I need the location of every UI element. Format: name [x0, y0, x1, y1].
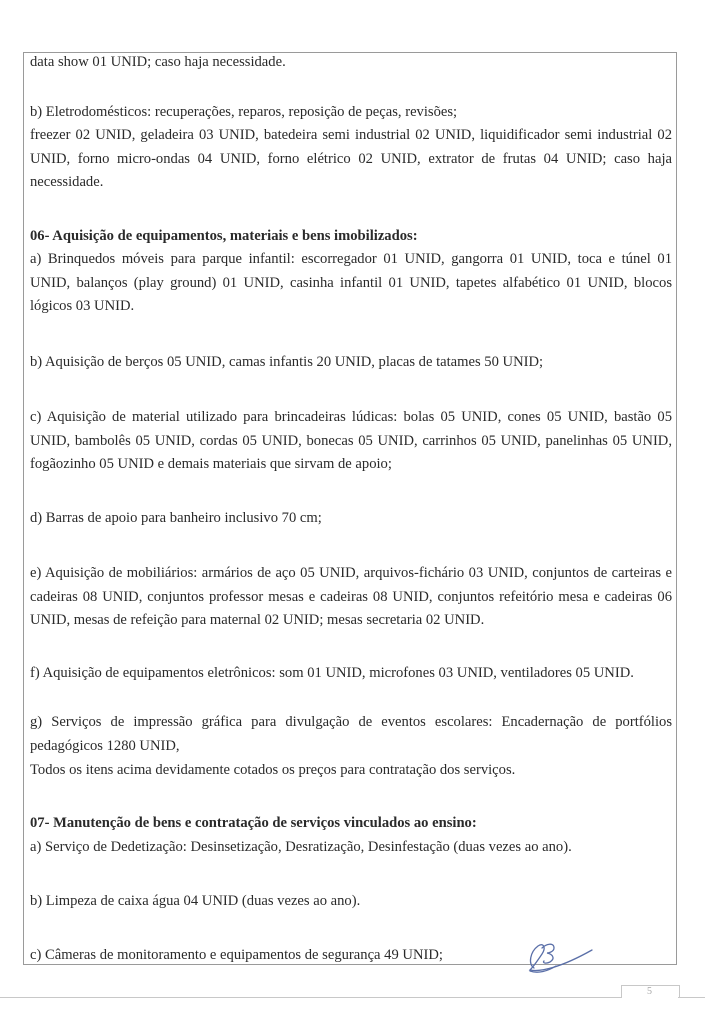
item-g-impressao: g) Serviços de impressão gráfica para divulgação de eventos escolares: Encadernação de portfólios: [30, 714, 672, 730]
page-number: 5: [647, 986, 652, 997]
item-d-barras: d) Barras de apoio para banheiro inclusivo 70 cm;: [30, 510, 322, 526]
text-line: data show 01 UNID; caso haja necessidade.: [30, 54, 286, 70]
item-b-limpeza: b) Limpeza de caixa água 04 UNID (duas vezes ao ano).: [30, 893, 361, 909]
item-b-bercos: b) Aquisição de berços 05 UNID, camas infantis 20 UNID, placas de tatames 50 UNID;: [30, 354, 544, 370]
text-line: UNID, bambolês 05 UNID, cordas 05 UNID, bonecas 05 UNID, carrinhos 05 UNID, panelinhas 05 UNID,: [30, 433, 672, 449]
text-line: UNID, forno micro-ondas 04 UNID, forno elétrico 02 UNID, extrator de frutas 04 UNID; caso haja: [30, 151, 672, 167]
text-line: cadeiras 08 UNID, conjuntos professor mesas e cadeiras 08 UNID, conjuntos refeitório mesa e cadeiras 06: [30, 589, 672, 605]
item-b-eletrodomesticos: b) Eletrodomésticos: recuperações, reparos, reposição de peças, revisões;: [30, 104, 458, 120]
text-line: fogãozinho 05 UNID e demais materiais que sirvam de apoio;: [30, 456, 392, 472]
signature-icon: [520, 938, 600, 976]
text-line: lógicos 03 UNID.: [30, 298, 135, 314]
text-line: necessidade.: [30, 174, 104, 190]
text-line: pedagógicos 1280 UNID,: [30, 738, 180, 754]
text-line: Todos os itens acima devidamente cotados os preços para contratação dos serviços.: [30, 762, 516, 778]
item-a-dedetizacao: a) Serviço de Dedetização: Desinsetização, Desratização, Desinfestação (duas vezes ao ano).: [30, 839, 572, 855]
text-line: UNID, mesas de refeição para maternal 02 UNID; mesas secretaria 02 UNID.: [30, 612, 485, 628]
item-a-brinquedos: a) Brinquedos móveis para parque infantil: escorregador 01 UNID, gangorra 01 UNID, toca e túnel 01: [30, 251, 672, 267]
footer-rule: [0, 997, 621, 998]
footer-rule: [678, 997, 705, 998]
item-f-eletronicos: f) Aquisição de equipamentos eletrônicos: som 01 UNID, microfones 03 UNID, ventiladores 05 UNID.: [30, 665, 634, 681]
text-line: UNID, balanços (play ground) 01 UNID, casinha infantil 01 UNID, tapetes alfabético 01 UNID, blocos: [30, 275, 672, 291]
item-c-material-ludico: c) Aquisição de material utilizado para brincadeiras lúdicas: bolas 05 UNID, cones 05 UNID, bastão 05: [30, 409, 672, 425]
item-e-mobiliarios: e) Aquisição de mobiliários: armários de aço 05 UNID, arquivos-fichário 03 UNID, conjuntos de carteiras e: [30, 565, 672, 581]
item-c-cameras: c) Câmeras de monitoramento e equipamentos de segurança 49 UNID;: [30, 947, 443, 963]
text-line: freezer 02 UNID, geladeira 03 UNID, batedeira semi industrial 02 UNID, liquidificador semi industrial 02: [30, 127, 672, 143]
section-heading-06: 06- Aquisição de equipamentos, materiais e bens imobilizados:: [30, 228, 418, 244]
section-heading-07: 07- Manutenção de bens e contratação de serviços vinculados ao ensino:: [30, 815, 477, 831]
